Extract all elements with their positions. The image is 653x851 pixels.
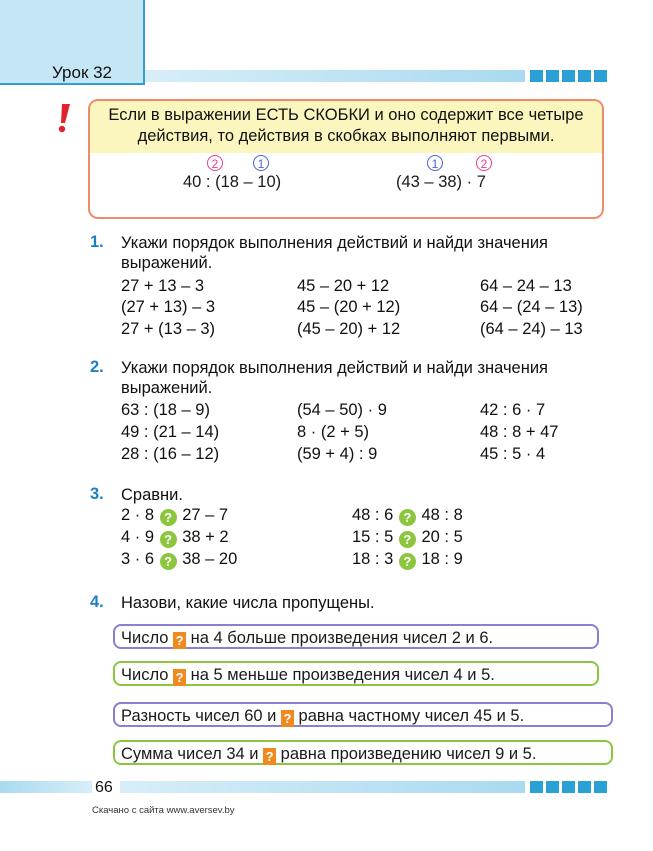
exclamation-icon xyxy=(57,103,71,133)
expression: 27 + 13 – 3 xyxy=(121,277,205,295)
expression: (45 – 20) + 12 xyxy=(297,320,401,338)
rule-examples xyxy=(90,153,602,203)
comparison: 4 · 9 ? 38 + 2 xyxy=(121,528,229,547)
expression: 45 – (20 + 12) xyxy=(297,298,401,316)
task-number: 3. xyxy=(90,485,104,503)
comparison: 48 : 6 ? 48 : 8 xyxy=(352,506,463,525)
task-text: Укажи порядок выполнения действий и найди значения выражений. xyxy=(121,359,548,397)
order-mark: 2 xyxy=(207,155,223,171)
rule-box xyxy=(88,99,604,219)
expression: (59 + 4) : 9 xyxy=(297,445,378,463)
order-mark: 1 xyxy=(253,155,269,171)
expression: 63 : (18 – 9) xyxy=(121,401,210,419)
header-stripe xyxy=(145,70,525,82)
question-icon: ? xyxy=(399,553,416,570)
comparison: 18 : 3 ? 18 : 9 xyxy=(352,550,463,569)
expression: 64 – (24 – 13) xyxy=(480,298,583,316)
expression: 8 · (2 + 5) xyxy=(297,423,369,441)
expression: (64 – 24) – 13 xyxy=(480,320,583,338)
footer-stripe-left xyxy=(0,781,92,793)
task-text: Сравни. xyxy=(121,486,183,504)
statement-box: Сумма чисел 34 и ? равна произведению чисел 9 и 5. xyxy=(113,740,613,765)
header-rule xyxy=(0,83,145,85)
question-icon: ? xyxy=(173,669,186,686)
statement-box: Число ? на 4 больше произведения чисел 2 и 6. xyxy=(113,624,599,649)
order-mark: 2 xyxy=(476,155,492,171)
footer-stripe xyxy=(120,781,525,793)
expression: (27 + 13) – 3 xyxy=(121,298,216,316)
question-icon: ? xyxy=(173,632,186,649)
expression: (54 – 50) · 9 xyxy=(297,401,387,419)
rule-example-1: 40 : (18 – 10) xyxy=(183,173,282,191)
lesson-title: Урок 32 xyxy=(52,63,113,82)
comparison: 3 · 6 ? 38 – 20 xyxy=(121,550,238,569)
expression: 64 – 24 – 13 xyxy=(480,277,572,295)
task-text: Назови, какие числа пропущены. xyxy=(121,594,375,612)
expression: 45 : 5 · 4 xyxy=(480,445,546,463)
page-number: 66 xyxy=(95,779,113,796)
rule-example-2: (43 – 38) · 7 xyxy=(396,173,486,191)
question-icon: ? xyxy=(160,509,177,526)
task-number: 4. xyxy=(90,593,104,611)
footer-squares xyxy=(530,781,607,793)
comparison: 15 : 5 ? 20 : 5 xyxy=(352,528,463,547)
question-icon: ? xyxy=(263,748,276,765)
header-squares xyxy=(530,70,607,82)
expression: 28 : (16 – 12) xyxy=(121,445,220,463)
question-icon: ? xyxy=(399,509,416,526)
expression: 49 : (21 – 14) xyxy=(121,423,220,441)
question-icon: ? xyxy=(160,553,177,570)
expression: 45 – 20 + 12 xyxy=(297,277,390,295)
question-icon: ? xyxy=(281,710,294,727)
order-mark: 1 xyxy=(427,155,443,171)
question-icon: ? xyxy=(160,531,177,548)
rule-text: Если в выражении ЕСТЬ СКОБКИ и оно содержит все четыре действия, то действия в скобках выполняют первыми. xyxy=(90,101,602,153)
task-number: 1. xyxy=(90,233,104,251)
comparison: 2 · 8 ? 27 – 7 xyxy=(121,506,229,525)
statement-box: Число ? на 5 меньше произведения чисел 4 и 5. xyxy=(113,661,599,686)
expression: 27 + (13 – 3) xyxy=(121,320,216,338)
download-credit: Скачано с сайта www.aversev.by xyxy=(92,805,235,816)
task-text: Укажи порядок выполнения действий и найди значения выражений. xyxy=(121,234,548,272)
expression: 42 : 6 · 7 xyxy=(480,401,546,419)
expression: 48 : 8 + 47 xyxy=(480,423,559,441)
statement-box: Разность чисел 60 и ? равна частному чисел 45 и 5. xyxy=(113,702,613,727)
question-icon: ? xyxy=(399,531,416,548)
task-number: 2. xyxy=(90,358,104,376)
